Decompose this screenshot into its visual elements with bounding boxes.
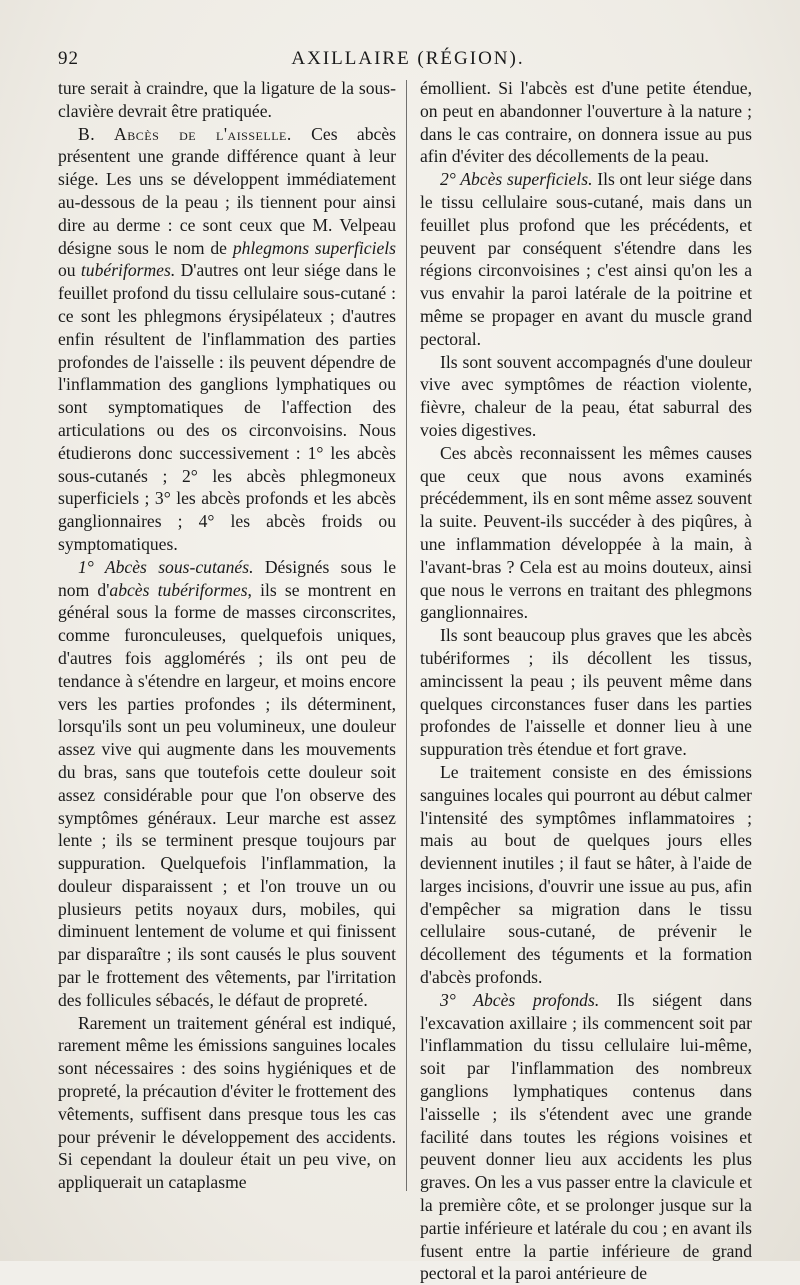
paragraph-abces-profonds	[420, 989, 752, 1285]
left-column	[58, 77, 396, 1221]
paragraph: Ils sont souvent accompagnés d'une douleur vive avec symptômes de réaction violente, fièvre, chaleur de la peau, état saburral des voies digestives.	[420, 351, 752, 440]
paragraph: ture serait à craindre, que la ligature de la sous-clavière devrait être pratiquée.	[58, 78, 396, 121]
section-heading: 2° Abcès superficiels.	[440, 169, 593, 190]
paragraph: Rarement un traitement général est indiqué, rarement même les émissions sanguines locales sont nécessaires : des soins hygiéniques et de propreté, la précaution d'éviter le frottement des vêtements, suffisent dans presque tous les cas pour prévenir le développement des accidents. Si cependant la douleur était un peu vive, on appliquerait un cataplasme	[58, 1012, 396, 1193]
section-heading: B. Abcès de l'aisselle.	[78, 123, 292, 144]
paragraph-text: Ils ont leur siége dans le tissu cellulaire sous-cutané, mais dans un feuillet plus profond que les précédents, et peuvent par conséquent s'étendre dans les régions circonvoisines ; c'est ainsi qu'on les a vus envahir la paroi latérale de la poitrine et même se propager en avant du muscle grand pectoral.	[420, 169, 752, 349]
italic-term: abcès tubériformes	[109, 579, 248, 600]
page-header	[58, 48, 758, 74]
paragraph: émollient. Si l'abcès est d'une petite étendue, on peut en abandonner l'ouverture à la nature ; dans le cas contraire, on donnera issue au pus afin d'éviter des décollements de la peau.	[420, 78, 752, 167]
italic-term: tubériformes.	[80, 260, 176, 281]
page-number: 92	[58, 48, 79, 69]
paragraph-abces-superficiels	[420, 168, 752, 350]
section-heading: 1° Abcès sous-cutanés.	[78, 556, 254, 577]
paragraph-abces-aisselle	[58, 123, 396, 556]
paragraph: Ces abcès reconnaissent les mêmes causes que ceux que nous avons examinés précédemment, ils en sont même assez souvent la suite. Peuvent-ils succéder à des piqûres, à une inflammation développée à la main, à l'avant-bras ? Cela est au moins douteux, ainsi que nous le verrons en traitant des phlegmons ganglionnaires.	[420, 442, 752, 623]
running-title: AXILLAIRE (RÉGION).	[291, 48, 525, 69]
paragraph-text: Ces abcès présentent une grande différence quant à leur siége. Les uns se développent immédiatement au-dessous de la peau ; ils tiennent pour ainsi dire au derme : ce sont ceux que M. Velpeau désigne sous le nom de	[58, 123, 396, 258]
paragraph-text: ou	[58, 260, 81, 281]
paragraph-abces-sous-cutanes	[58, 556, 396, 1012]
right-column	[420, 77, 752, 1284]
section-heading: 3° Abcès profonds.	[440, 989, 600, 1010]
column-divider	[406, 80, 407, 1191]
paragraph-text: Désignés sous le nom d'	[58, 556, 397, 600]
paragraph-text: , ils se montrent en général sous la forme de masses circonscrites, comme furonculeuses, quelquefois uniques, d'autres fois agglomérés ; ils ont peu de tendance à s'étendre en largeur, et moins encore vers les parties profondes ; ils déterminent, lorsqu'ils sont un peu volumineux, une douleur assez vive qui augmente dans les mouvements du bras, sans que toutefois cette douleur soit assez considérable pour que l'on observe des symptômes généraux. Leur marche est assez lente ; ils se terminent presque toujours par suppuration. Quelquefois l'inflammation, la douleur disparaissent ; et l'on trouve un ou plusieurs petits noyaux durs, mobiles, qui diminuent lentement de volume et qui finissent par disparaître ; ils sont causés le plus souvent par le frottement des vêtements, par l'irritation des follicules sébacés, le défaut de propreté.	[58, 579, 396, 1010]
paragraph: Le traitement consiste en des émissions sanguines locales qui pourront au début calmer l'intensité des symptômes inflammatoires ; mais au bout de quelques jours elles deviennent inutiles ; il faut se hâter, à l'aide de larges incisions, d'ouvrir une issue au pus, afin d'empêcher sa migration dans le tissu cellulaire sous-cutané, de prévenir le décollement des téguments et la formation d'abcès profonds.	[420, 761, 752, 988]
italic-term: phlegmons superficiels	[232, 237, 396, 258]
paragraph-text: Ils siégent dans l'excavation axillaire ; ils commencent soit par l'inflammation du tissu cellulaire lui-même, soit par l'inflammation des nombreux ganglions lymphatiques contenus dans l'aisselle ; ils s'étendent avec une grande facilité dans toutes les régions voisines et peuvent donner lieu aux accidents les plus graves. On les a vus passer entre la clavicule et la première côte, et se prolonger jusque sur la partie inférieure et latérale du cou ; en avant ils fusent entre la partie inférieure de grand pectoral et la paroi antérieure de	[420, 989, 752, 1284]
paragraph-text: D'autres ont leur siége dans le feuillet profond du tissu cellulaire sous-cutané : ce sont les phlegmons érysipélateux ; d'autres enfin résultent de l'inflammation des parties profondes de l'aisselle : ils peuvent dépendre de l'inflammation des ganglions lymphatiques ou sont symptomatiques de l'affection des articulations ou des os circonvoisins. Nous étudierons donc successivement : 1° les abcès sous-cutanés ; 2° les abcès phlegmoneux superficiels ; 3° les abcès profonds et les abcès ganglionnaires ; 4° les abcès froids ou symptomatiques.	[58, 260, 396, 554]
paragraph: Ils sont beaucoup plus graves que les abcès tubériformes ; ils décollent les tissus, amincissent la peau ; ils peuvent même dans quelques circonstances fuser dans les parties profondes de l'aisselle et donner lieu à une suppuration très étendue et fort grave.	[420, 625, 752, 760]
